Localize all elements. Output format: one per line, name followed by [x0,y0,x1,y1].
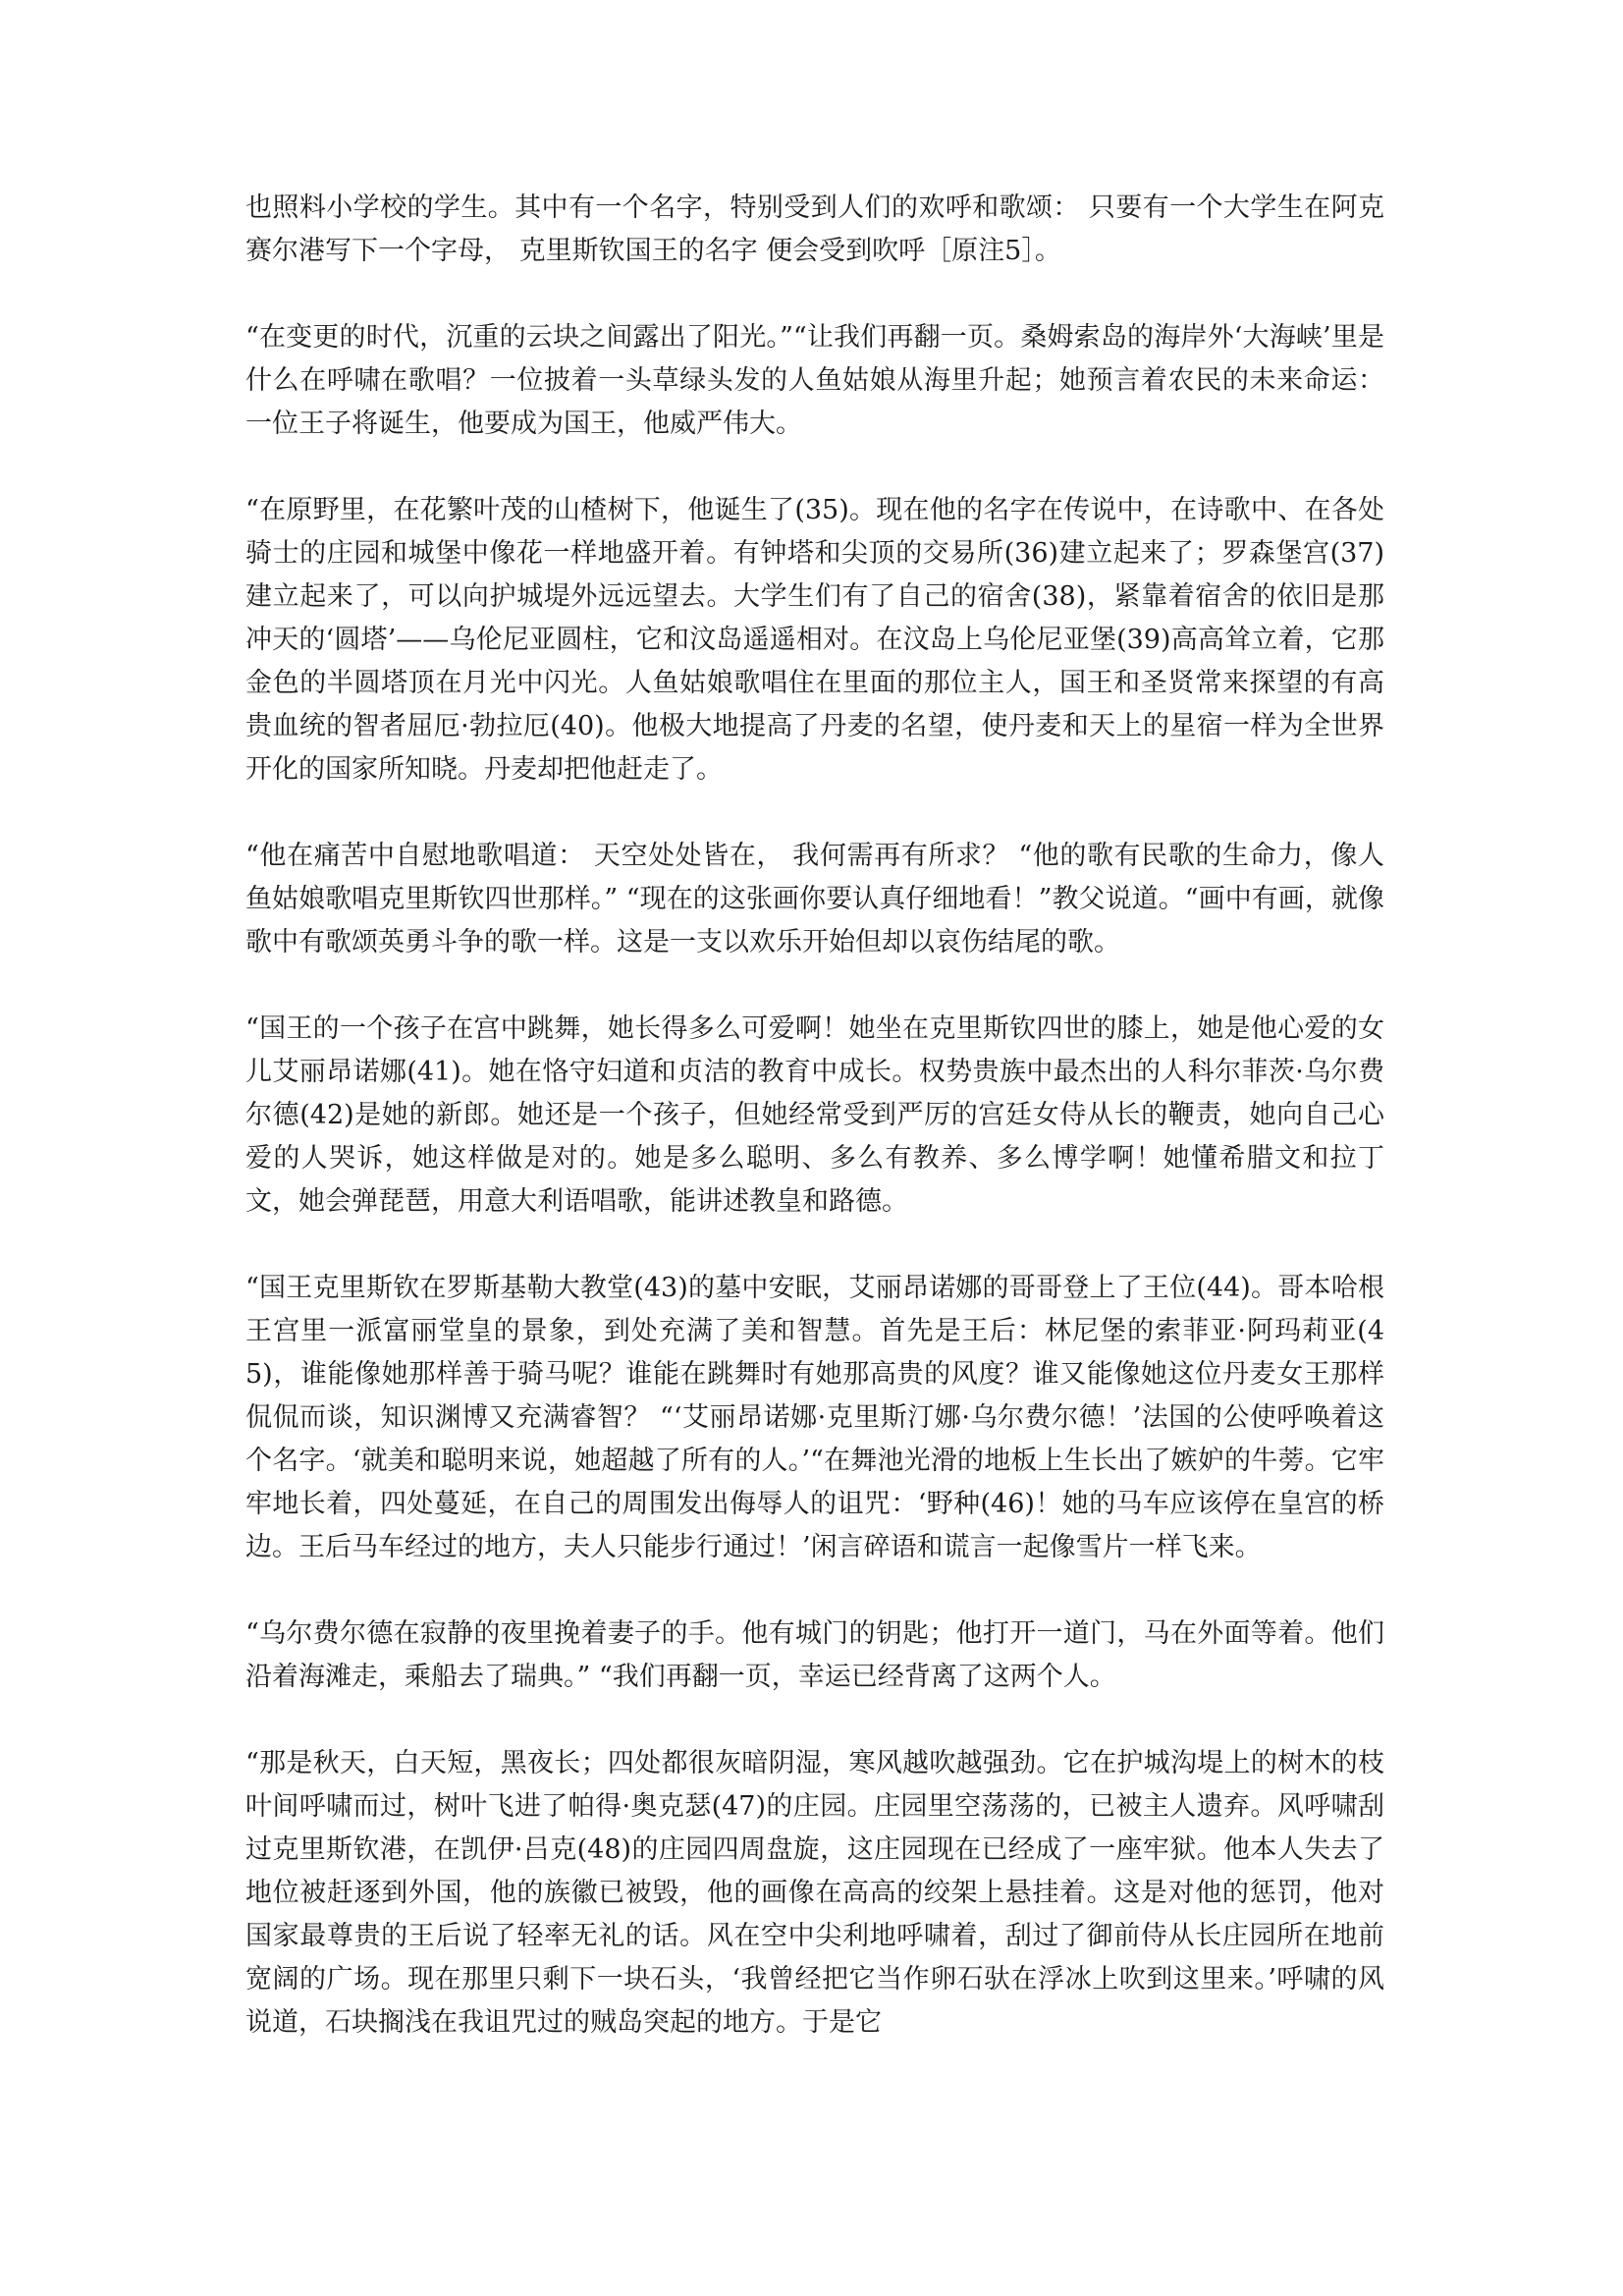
body-text [245,187,1384,2088]
paragraph: “国王的一个孩子在宫中跳舞，她长得多么可爱啊！她坐在克里斯钦四世的膝上，她是他心爱的女儿艾丽昂诺娜(41)。她在恪守妇道和贞洁的教育中成长。权势贵族中最杰出的人科尔菲茨·乌尔费尔德(42)是她的新郎。她还是一个孩子，但她经常受到严厉的宫廷女侍从长的鞭责，她向自己心爱的人哭诉，她这样做是对的。她是多么聪明、多么有教养、多么博学啊！她懂希腊文和拉丁文，她会弹琵琶，用意大利语唱歌，能讲述教皇和路德。 [245,1013,1384,1217]
paragraph: “国王克里斯钦在罗斯基勒大教堂(43)的墓中安眠，艾丽昂诺娜的哥哥登上了王位(44)。哥本哈根王宫里一派富丽堂皇的景象，到处充满了美和智慧。首先是王后：林尼堡的索菲亚·阿玛莉亚(45)，谁能像她那样善于骑马呢？谁能在跳舞时有她那高贵的风度？谁又能像她这位丹麦女王那样侃侃而谈，知识渊博又充满睿智？ “‘艾丽昂诺娜·克里斯汀娜·乌尔费尔德！’法国的公使呼唤着这个名字。‘就美和聪明来说，她超越了所有的人。’“在舞池光滑的地板上生长出了嫉妒的牛蒡。它牢牢地长着，四处蔓延，在自己的周围发出侮辱人的诅咒：‘野种(46)！她的马车应该停在皇宫的桥边。王后马车经过的地方，夫人只能步行通过！’闲言碎语和谎言一起像雪片一样飞来。 [245,1273,1384,1562]
paragraph: “那是秋天，白天短，黑夜长；四处都很灰暗阴湿，寒风越吹越强劲。它在护城沟堤上的树木的枝叶间呼啸而过，树叶飞进了帕得·奥克瑟(47)的庄园。庄园里空荡荡的，已被主人遗弃。风呼啸刮过克里斯钦港，在凯伊·吕克(48)的庄园四周盘旋，这庄园现在已经成了一座牢狱。他本人失去了地位被赶逐到外国，他的族徽已被毁，他的画像在高高的绞架上悬挂着。这是对他的惩罚，他对国家最尊贵的王后说了轻率无礼的话。风在空中尖利地呼啸着，刮过了御前侍从长庄园所在地前宽阔的广场。现在那里只剩下一块石头，‘我曾经把它当作卵石驮在浮冰上吹到这里来。’呼啸的风说道，石块搁浅在我诅咒过的贼岛突起的地方。于是它 [245,1748,1384,2038]
paragraph: “在原野里，在花繁叶茂的山楂树下，他诞生了(35)。现在他的名字在传说中，在诗歌中、在各处骑士的庄园和城堡中像花一样地盛开着。有钟塔和尖顶的交易所(36)建立起来了；罗森堡宫(37)建立起来了，可以向护城堤外远远望去。大学生们有了自己的宿舍(38)，紧靠着宿舍的依旧是那冲天的‘圆塔’——乌伦尼亚圆柱，它和汶岛遥遥相对。在汶岛上乌伦尼亚堡(39)高高耸立着，它那金色的半圆塔顶在月光中闪光。人鱼姑娘歌唱住在里面的那位主人，国王和圣贤常来探望的有高贵血统的智者屈厄·勃拉厄(40)。他极大地提高了丹麦的名望，使丹麦和天上的星宿一样为全世界开化的国家所知晓。丹麦却把他赶走了。 [245,495,1384,785]
paragraph: “乌尔费尔德在寂静的夜里挽着妻子的手。他有城门的钥匙；他打开一道门，马在外面等着。他们沿着海滩走，乘船去了瑞典。” “我们再翻一页，幸运已经背离了这两个人。 [245,1618,1384,1692]
paragraph: “在变更的时代，沉重的云块之间露出了阳光。”“让我们再翻一页。桑姆索岛的海岸外‘大海峡’里是什么在呼啸在歌唱？一位披着一头草绿头发的人鱼姑娘从海里升起；她预言着农民的未来命运：一位王子将诞生，他要成为国王，他威严伟大。 [245,322,1384,439]
paragraph: 也照料小学校的学生。其中有一个名字，特别受到人们的欢呼和歌颂： 只要有一个大学生在阿克赛尔港写下一个字母， 克里斯钦国王的名字 便会受到吹呼［原注5］。 [245,192,1384,266]
paragraph: “他在痛苦中自慰地歌唱道： 天空处处皆在， 我何需再有所求？ “他的歌有民歌的生命力，像人鱼姑娘歌唱克里斯钦四世那样。” “现在的这张画你要认真仔细地看！”教父说道。“画中有画，就像歌中有歌颂英勇斗争的歌一样。这是一支以欢乐开始但却以哀伤结尾的歌。 [245,841,1384,957]
